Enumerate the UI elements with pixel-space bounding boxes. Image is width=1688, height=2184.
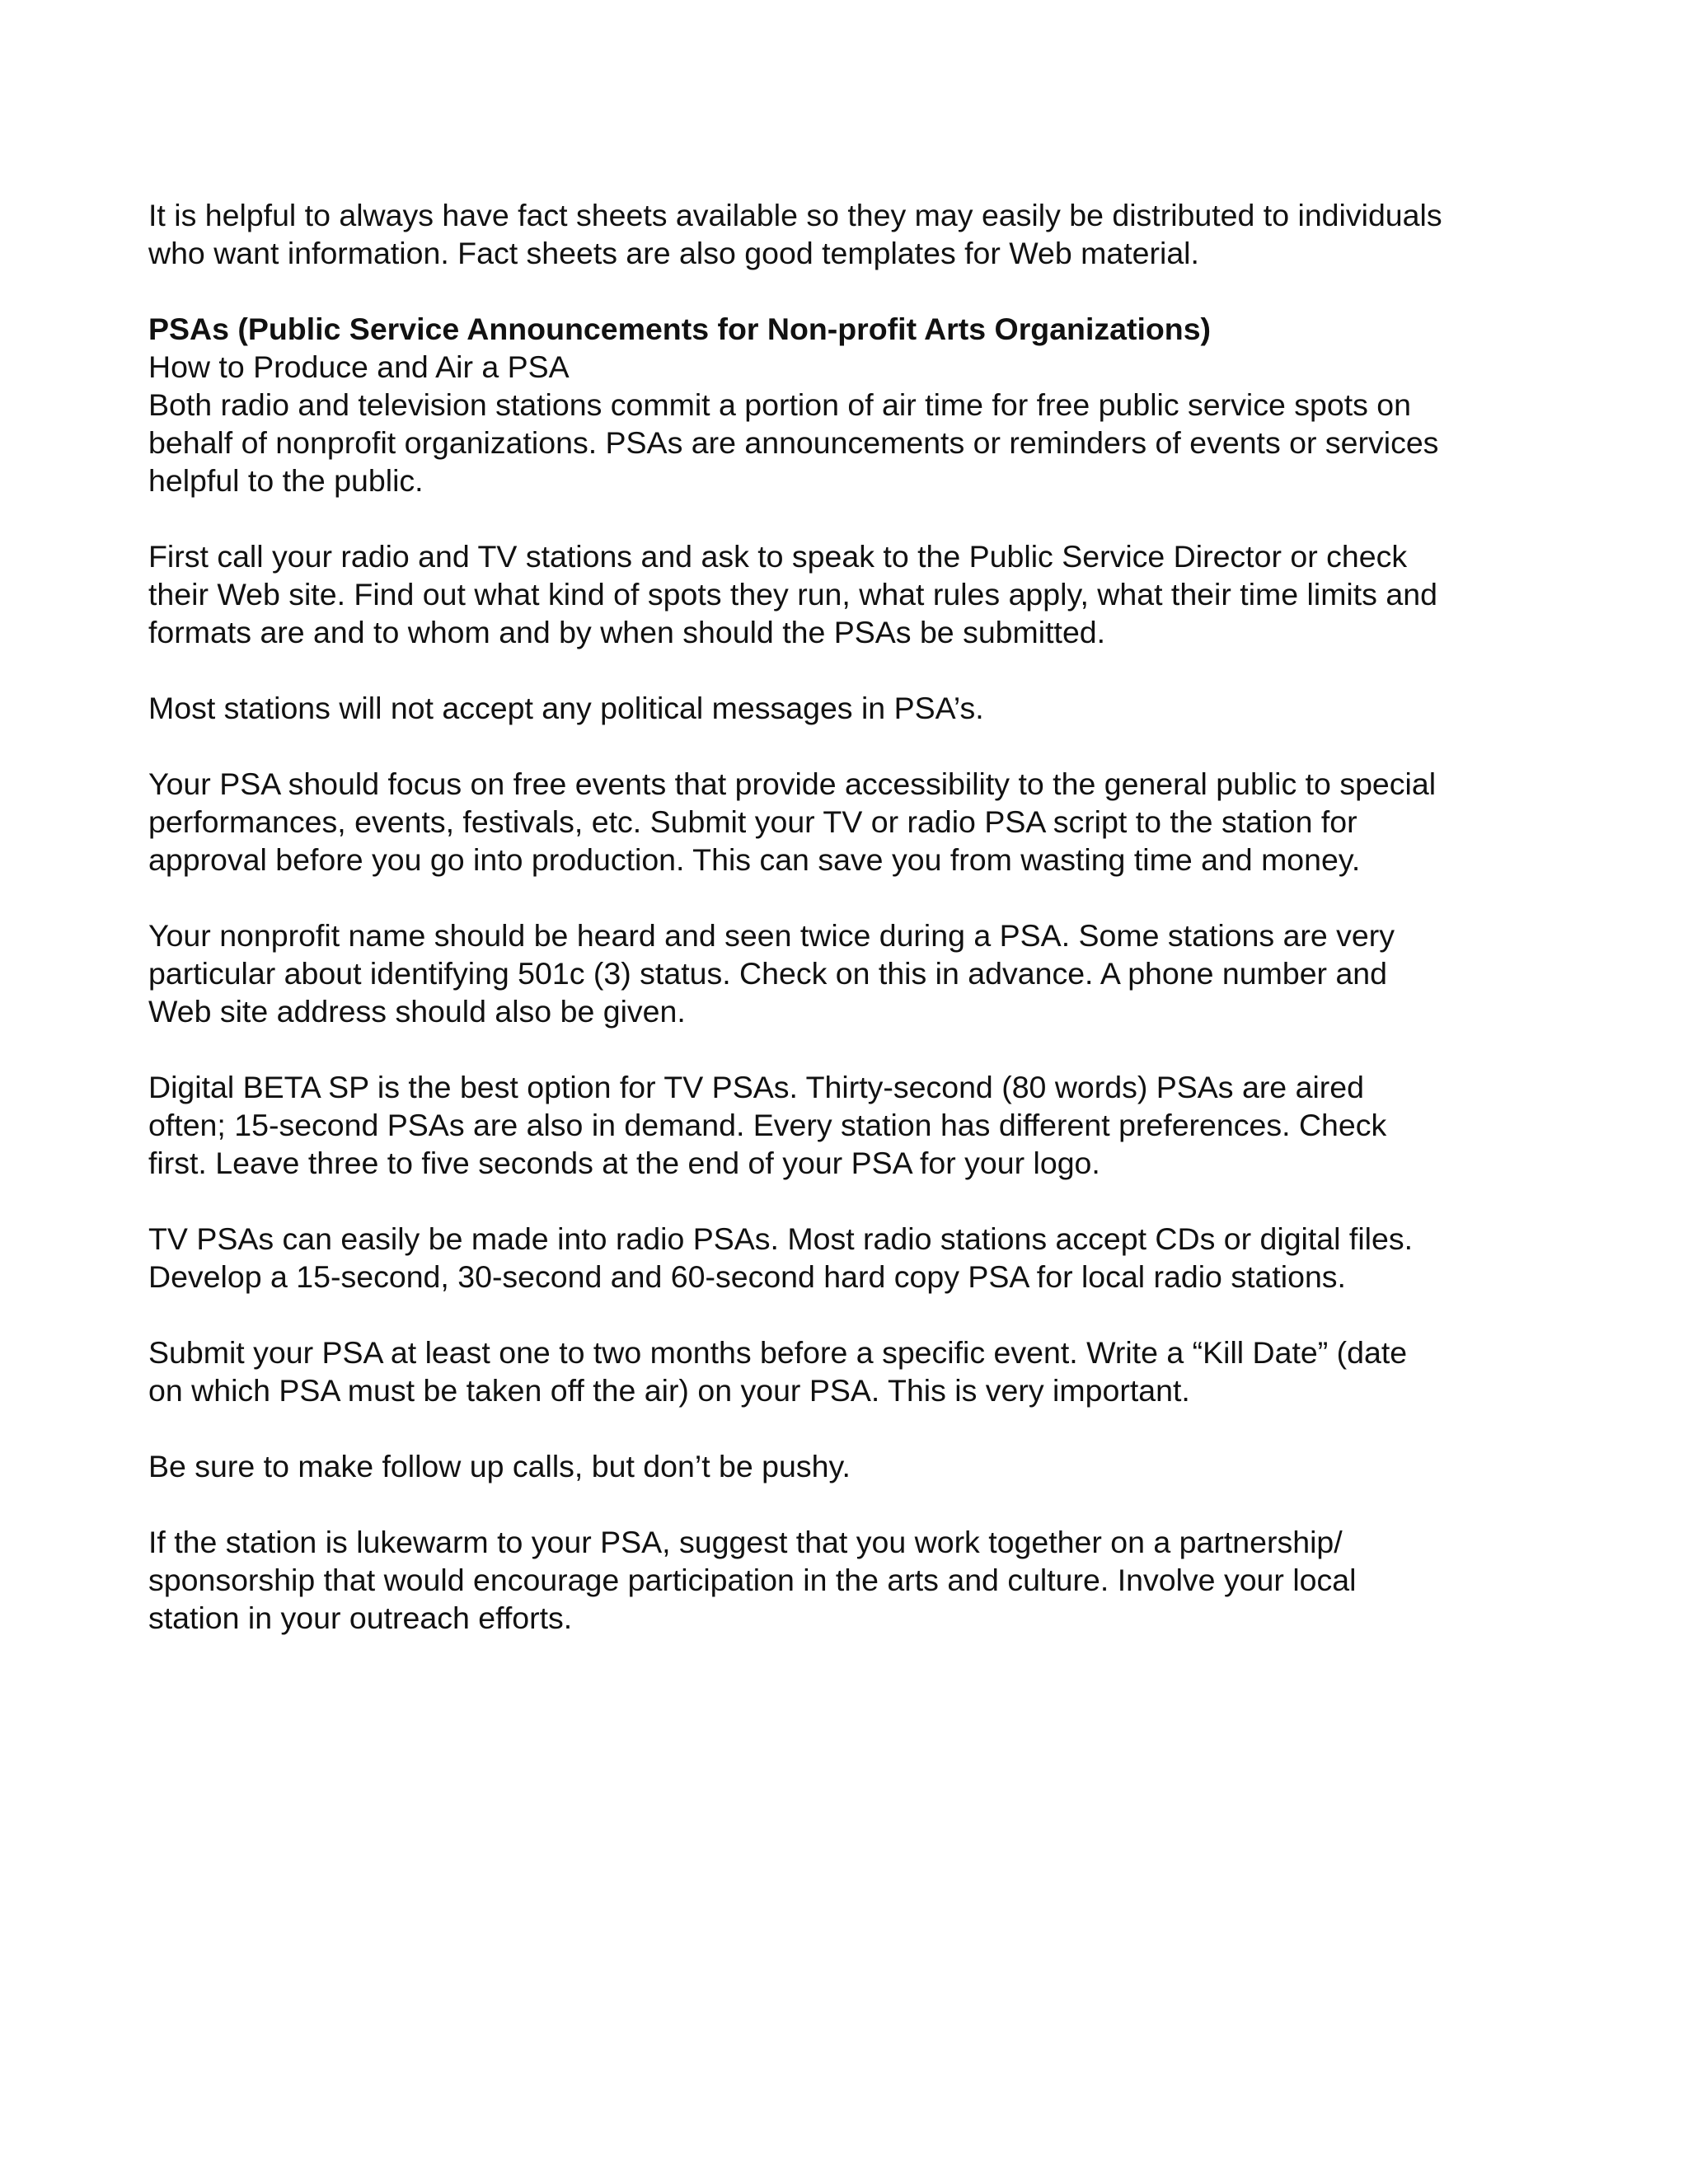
document-body [148,196,1550,1675]
paragraph-digital-beta: Digital BETA SP is the best option for TV PSAs. Thirty-second (80 words) PSAs are aired often; 15-second PSAs are also in demand. Every station has different preferences. Check first. Leave three to five seconds at the end of your PSA for your logo. [148,1070,1387,1180]
paragraph-political-messages: Most stations will not accept any political messages in PSA’s. [148,691,984,725]
paragraph-air-time: Both radio and television stations commit a portion of air time for free public service spots on behalf of nonprofit organizations. PSAs are announcements or reminders of events or services helpful to the public. [148,387,1439,498]
intro-paragraph: It is helpful to always have fact sheets available so they may easily be distributed to individuals who want information. Fact sheets are also good templates for Web material. [148,198,1442,270]
section-subheading: How to Produce and Air a PSA [148,349,570,384]
paragraph-partnership: If the station is lukewarm to your PSA, suggest that you work together on a partnership/ sponsorship that would encourage participation in the arts and culture. Involve your local station in your outreach efforts. [148,1525,1357,1635]
paragraph-contact-stations: First call your radio and TV stations and ask to speak to the Public Service Director or check their Web site. Find out what kind of spots they run, what rules apply, what their time limits and formats are and to whom and by when should the PSAs be submitted. [148,539,1437,649]
paragraph-radio-psas: TV PSAs can easily be made into radio PSAs. Most radio stations accept CDs or digital files. Develop a 15-second, 30-second and 60-second hard copy PSA for local radio stations. [148,1221,1414,1294]
paragraph-kill-date: Submit your PSA at least one to two months before a specific event. Write a “Kill Date” (date on which PSA must be taken off the air) on your PSA. This is very important. [148,1335,1408,1408]
paragraph-focus-events: Your PSA should focus on free events that provide accessibility to the general public to special performances, events, festivals, etc. Submit your TV or radio PSA script to the station for approval before you go into production. This can save you from wasting time and money. [148,766,1437,877]
paragraph-nonprofit-name: Your nonprofit name should be heard and seen twice during a PSA. Some stations are very particular about identifying 501c (3) status. Check on this in advance. A phone number and Web site address should also be given. [148,918,1395,1029]
section-heading: PSAs (Public Service Announcements for Non-profit Arts Organizations) [148,312,1212,346]
paragraph-follow-up: Be sure to make follow up calls, but don’t be pushy. [148,1449,851,1483]
